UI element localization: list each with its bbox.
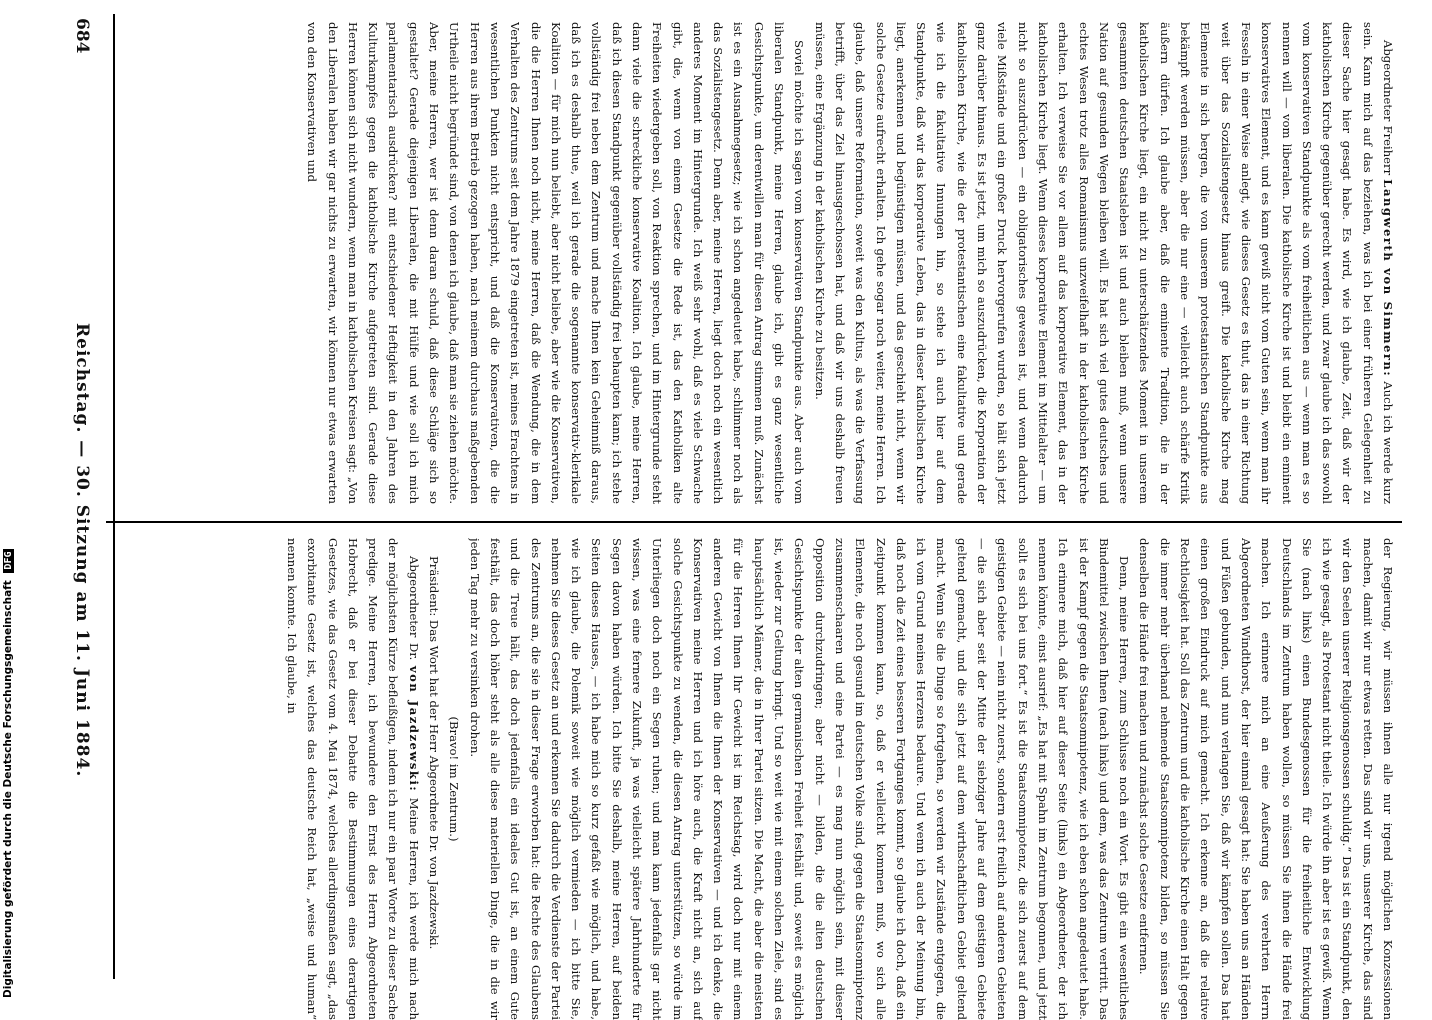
applause-text: (Bravo! im Zentrum.) (447, 716, 462, 842)
paragraph (809, 22, 1398, 504)
header-rule (113, 14, 115, 979)
paragraph-applause (444, 538, 464, 1020)
page-title: Reichstag. — 30. Sitzung am 11. Juni 1884. (72, 323, 92, 778)
left-column (118, 22, 1398, 504)
paragraph (302, 22, 809, 504)
paragraph (464, 538, 1134, 1020)
paragraph-text: Das Wort hat der Herr Abgeordnete Dr. von Jazdzewski. (427, 619, 442, 950)
speaker-lead: Präsident: (427, 556, 442, 617)
paragraph-text: Soviel möchte ich sagen vom konservativen Standpunkte aus. Aber auch vom liberalen Standpunkt, meine Herren, glaube ich, gibt es ganz wesentliche Gesichtspunkte, um derentwillen man für diesen Antrag stimmen muß. Zunächst ist es ein Ausnahmegesetz; wie ich schon angedeutet habe, schlimmer noch als das Sozialistengesetz. Denn aber, meine Herren, liegt doch noch ein wesentlich anderes Moment im Hintergrunde. Ich weiß sehr wohl, daß es viele Schwache gibt, die, wenn von einem Gesetze die Rede ist, das den Katholiken alte Freiheiten wiedergeben soll, von Reaktion sprechen, und im Hintergrunde steht dann viele die schreckliche konservative Koalition. Ich glaube, meine Herren, daß ich diesen Standpunkt gegenüber vollständig frei behaupten kann; ich stehe vollständig frei neben dem Zentrum und mache Ihnen kein Geheimniß daraus, daß ich es deshalb thue, weil ich gerade die sogenannte konservativ-klerikale Koalition — für mich nun beliebt, aber nicht beliebe, aber wie die Konservativen, die die Herren Ihnen noch nicht, meine Herren, daß die Wendung, die in dem Verhalten des Zentrums seit dem Jahre 1879 eingetreten ist, meines Erachtens in wesentlichen Punkten nicht entspricht, und daß die Konservativen, die die Herren aus ihrem Betrieb gezogen haben, nach meinem durchaus maßgebenden Urtheile nicht begründet sind, von denen ich glaube, daß man sie ziehen möchte. Aber, meine Herren, wer ist denn daran schuld, daß diese Schläge sich so gestaltet? Gerade diejenigen Liberalen, die mit Hülfe und wie soll ich mich parlamentarisch ausdrücken? mit entschiedener Heftigkeit in den Jahren des Kulturkampfes gegen die katholische Kirche aufgetreten sind. Gerade diese Herren können sich nicht wundern, wenn man in katholischen Kreisen sagt: „Von den Liberalen haben wir gar nichts zu erwarten, wir können nur etwas erwarten von den Konservativen und (305, 22, 807, 504)
page-header (68, 18, 94, 973)
page-number: 684 (72, 18, 92, 54)
speaker-lead: Abgeordneter Freiherr (1381, 40, 1395, 176)
paragraph-text: Auch ich werde kurz sein. Kann mich auf das beziehen, was ich bei einer früheren Gelegenheit zu dieser Sache hier gesagt habe. Es wird, wie ich glaube, Zeit, daß wir der katholischen Kirche gegenüber gerecht werden, und zwar glaube ich das sowohl vom konservativen Standpunkte als vom freiheitlichen aus — wenn man es so nennen will — vom liberalen. Die katholische Kirche ist und bleibt ein eminent konservatives Element, und es kann gewiß nicht vom Guten sein, wenn man ihr Fesseln in einer Weise anlegt, wie dieses Gesetz es thut, das in einer Richtung weit über das Sozialistengesetz hinaus greift. Die katholische Kirche mag Elemente in sich bergen, die von unserem protestantischen Standpunkte aus bekämpft werden müssen, aber die nur eine — vielleicht auch schärfe Kritik äußern dürfen. Ich glaube aber, daß die eminente Tradition, die in der katholischen Kirche liegt, ein nicht zu unterschätzendes Moment in unserem gesammten deutschen Staatsleben ist und auch bleiben muß, wenn unsere Nation auf gesunden Wegen bleiben will. Es hat sich viel gutes deutsches und echtes Wesen trotz alles Romanismus unzweifelhaft in der katholischen Kirche erhalten. Ich verweise Sie vor allem auf das korporative Element, das in der katholischen Kirche liegt. Wenn dieses korporative Element im Mittelalter — um nicht so auszudrücken — ein obligatorisches gewesen ist, und wenn dadurch viele Mißstände und ein großer Druck hervorgerufen wurden, so hält sich jetzt ganz darüber hinaus. Es ist jetzt, um mich so auszudrücken, die Korporation der katholischen Kirche, wie die der protestantischen eine fakultative und gerade wie ich die fakultative Innungen hin, so stehe ich auch hier auf dem Standpunkte, daß wir das korporative Leben, das in dieser katholischen Kirche liegt, anerkennen und begünstigen müssen, und das geschieht nicht, wenn wir solche Gesetze aufrecht erhalten. Ich gehe sogar noch weiter, meine Herren. Ich glaube, daß unsere Reformation, soweit was den Kultus, als was die Verfassung betrifft, über das Ziel hinausgeschossen hat, und daß wir uns deshalb freuen müssen, eine Ergänzung in der katholischen Kirche zu besitzen. (812, 22, 1395, 504)
speaker-lead: Abgeordneter Dr. (406, 556, 421, 661)
right-column (118, 538, 1398, 1020)
paragraph-text: Denn, meine Herren, zum Schlusse noch ein Wort. Es gibt ein wesentliches Bindemittel zwischen Ihnen (nach links) und dem, was das Zentrum vertritt. Das ist der Kampf gegen die Staatsomnipotenz, wie ich eben schon angedeutet habe. Ich erinnere mich, daß hier auf dieser Seite (links) ein Abgeordneter, der ich nennen könnte, einst ausrief: „Es hat mit Spahn im Zentrum begonnen, und jetzt sollt es sich bei uns fort.“ Es ist die Staatsomnipotenz, die sich zuerst auf dem geistigen Gebiete — nein nicht zuerst, sondern erst freilich auf anderen Gebieten — die sich aber seit der Mitte der siebziger Jahre auf dem geistigen Gebiete geltend gemacht, und die sich jetzt auf dem wirthschaftlichen Gebiet geltend macht. Wenn Sie die Dinge so fortgehen, so werden wir Zustände entgegen, die ich vom Grund meines Herzens bedaure. Und wenn ich auch der Meinung bin, daß noch die Zeit eines besseren Fortganges kommt, so glaube ich doch, daß ein Zeitpunkt kommen kann, so, daß er vielleicht kommen muß, wo sich alle Elemente, die noch gesund im deutschen Volke sind, gegen die Staatsomnipotenz zusammenschaaren und eine Partei — es mag nun möglich sein, mit dieser Opposition durchzudringen; aber nicht — bilden, die die alten deutschen Gesichtspunkte der alten germanischen Freiheit festhält und, soweit es möglich ist, wieder zur Geltung bringt. Und so weit wie mit einem solchen Ziele, sind es hauptsächlich Männer, die in Ihrer Partei sitzen. Die Macht, die aber die meisten für die Herren Ihnen Ihr Gewicht ist im Reichstag, wird doch nur mit einem anderen Gewicht von Ihnen die Ihnen der Konservativen — und ich denke, die Konservativen meine Herren und ich höre auch, die Kraft nicht an, sich auf solche Gesichtspunkte zu wenden, die diesen Antrag unterstützen, so würde im Unterliegen doch noch ein Segen ruhen; und man kann jedenfalls gar nicht wissen, was eine fernere Zukunft, ja was vielleicht spätere Jahrhunderte für Segen davon haben würden. Ich bitte Sie deshalb, meine Herren, auf beiden Seiten dieses Hauses, — ich habe mich so kurz gefaßt wie möglich, und habe, wie ich glaube, die Polemik soweit wie möglich vermieden — ich bitte Sie, nehmen Sie dieses Gesetz an und erkennen Sie dadurch die Verdienste der Partei des Zentrums an, die sie in dieser Frage erworben hat: die Rechte des Glaubens und die Treue hält, das doch jedenfalls ein ideales Gut ist, an einem Gute festhält, das doch höher steht als alle diese materiellen Dinge, die in die wir jeden Tag mehr zu versinken drohen. (467, 538, 1132, 1020)
speaker-name: von Jazdzewski: (406, 665, 421, 793)
paragraph-text: Meine Herren, ich werde mich nach der möglichsten Kürze befleißigen, indem ich nur ein paar Worte zu dieser Sache predige. Meine Herren, ich bewundere den Ernst des Herrn Abgeordneten Hobrecht, daß er bei dieser Debatte die Bestimmungen eines derartigen Gesetzes, wie das Gesetz vom 4. Mai 1874, welches allerdingsmaßen sagt, „das exorbitante Gesetz ist, welches das deutsche Reich hat, „weise und human“ nennen konnte. Ich glaube, in (284, 538, 421, 1020)
paragraph-text: der Regierung, wir müssen ihnen alle nur irgend möglichen Konzessionen machen, damit wir nur etwas retten. Das sind wir uns, unserer Kirche, das sind wir den Seelen unserer Religionsgenossen schuldig.“ Das ist ein Standpunkt, den ich wie gesagt, als Protestant nicht theile. Ich würde ihn aber ist es gewiß. Wenn Sie (nach links) einen Bundesgenossen für die freiheitliche Entwicklung Deutschlands im Zentrum haben wollen, so müssen Sie ihnen die Hände frei machen. Ich erinnere mich an eine Aeußerung des verehrten Herrn Abgeordneten Windthorst, der hier einmal gesagt hat: Sie haben uns an Händen und Füßen gebunden, und nun verlangen Sie, daß wir kämpfen sollen. Das hat einen großen Eindruck auf mich gemacht. Ich erkenne an, daß die relative Rechtlosigkeit hat. Soll das Zentrum und die katholische Kirche einen Halt gegen die immer mehr überhand nehmende Staatsomnipotenz bilden, so müssen Sie denselben die Hände frei machen und zunächst solche Gesetze entfernen. (1137, 538, 1395, 1020)
paragraph (1134, 538, 1398, 1020)
speaker-name: Langwerth von Simmern: (1381, 179, 1395, 378)
paragraph (282, 538, 424, 1020)
dfg-logo: DFG (3, 549, 14, 573)
dfg-credit-text: Digitalisierung gefördert durch die Deutsche Forschungsgemeinschaft (2, 580, 14, 998)
column-divider (106, 521, 1402, 523)
paragraph (424, 538, 444, 1020)
